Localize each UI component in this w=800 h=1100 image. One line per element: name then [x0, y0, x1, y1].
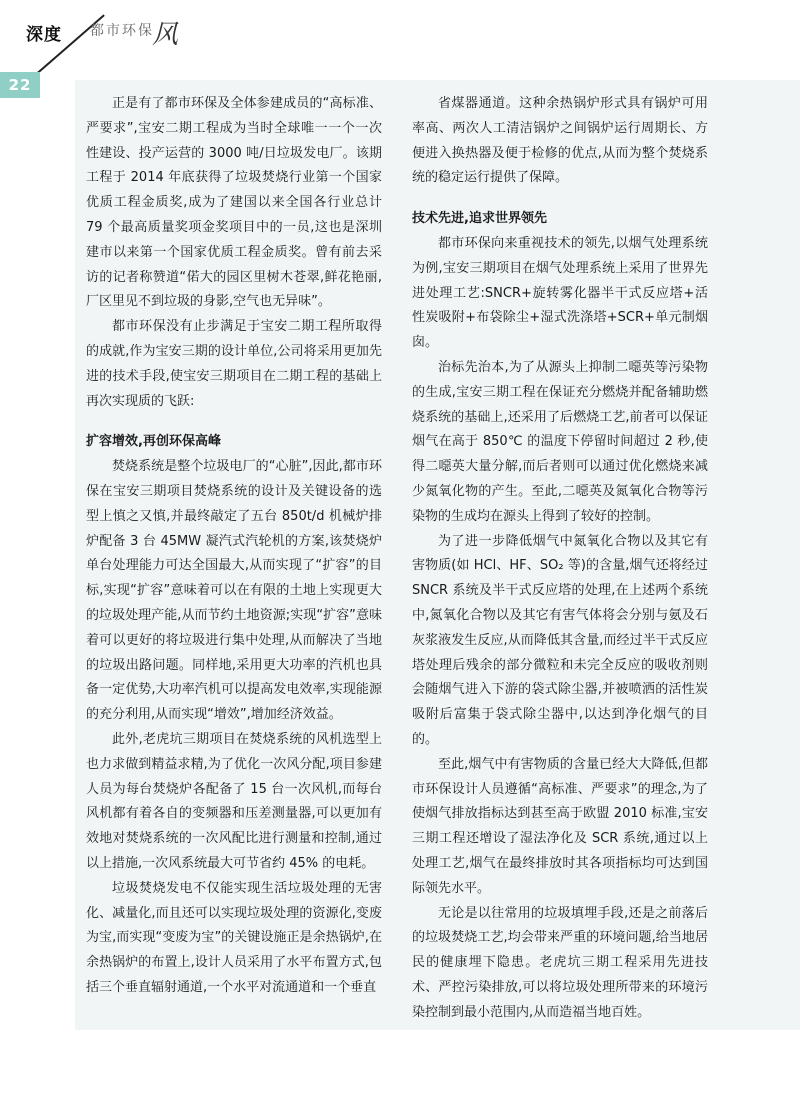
magazine-title: 都市环保	[90, 23, 154, 39]
section-heading: 技术先进,追求世界领先	[412, 211, 547, 227]
magazine-logo-mark: 风	[152, 20, 179, 50]
section-label: 深度	[26, 25, 62, 45]
article-column-left	[86, 92, 382, 1001]
body-paragraph: 为了进一步降低烟气中氮氧化合物以及其它有害物质(如 HCl、HF、SO₂ 等)的含量,烟气还将经过 SNCR 系统及半干式反应塔的处理,在上述两个系统中,氮氧化合物以及其它有害气体将会分别与氨及石灰浆液发生反应,从而降低其含量,而经过半干式反应塔处理后残余的部分微粒和未完全反应的吸收剂则会随烟气进入下游的袋式除尘器,并被喷洒的活性炭吸附后富集于袋式除尘器中,以达到净化烟气的目的。	[412, 533, 708, 747]
article-column-right	[412, 92, 708, 1025]
section-heading: 扩容增效,再创环保高峰	[86, 434, 221, 450]
body-paragraph: 无论是以往常用的垃圾填埋手段,还是之前落后的垃圾焚烧工艺,均会带来严重的环境问题,给当地居民的健康埋下隐患。老虎坑三期工程采用先进技术、严控污染排放,可以将垃圾处理所带来的环境污染控制到最小范围内,从而造福当地百姓。	[412, 905, 708, 1020]
body-paragraph: 此外,老虎坑三期项目在焚烧系统的风机选型上也力求做到精益求精,为了优化一次风分配,项目参建人员为每台焚烧炉各配备了 15 台一次风机,而每台风机都有着各自的变频器和压差测量器,可以更加有效地对焚烧系统的一次风配比进行测量和控制,通过以上措施,一次风系统最大可节省约 45% 的电耗。	[86, 731, 382, 871]
body-paragraph: 治标先治本,为了从源头上抑制二噁英等污染物的生成,宝安三期工程在保证充分燃烧并配备辅助燃烧系统的基础上,还采用了后燃烧工艺,前者可以保证烟气在高于 850℃ 的温度下停留时间超过 2 秒,使得二噁英大量分解,而后者则可以通过优化燃烧来减少氮氧化物的产生。至此,二噁英及氮氧化合物等污染物的生成均在源头上得到了较好的控制。	[412, 359, 708, 524]
body-paragraph: 都市环保向来重视技术的领先,以烟气处理系统为例,宝安三期项目在烟气处理系统上采用了世界先进处理工艺:SNCR+旋转雾化器半干式反应塔+活性炭吸附+布袋除尘+湿式洗涤塔+SCR+单元制烟囱。	[412, 235, 708, 351]
body-paragraph: 至此,烟气中有害物质的含量已经大大降低,但都市环保设计人员遵循“高标准、严要求”的理念,为了使烟气排放指标达到甚至高于欧盟 2010 标准,宝安三期工程还增设了湿法净化及 SCR 系统,通过以上处理工艺,烟气在最终排放时其各项指标均可达到国际领先水平。	[412, 756, 708, 896]
body-paragraph: 都市环保没有止步满足于宝安二期工程所取得的成就,作为宝安三期的设计单位,公司将采用更加先进的技术手段,使宝安三期项目在二期工程的基础上再次实现质的飞跃:	[86, 319, 382, 409]
body-paragraph: 垃圾焚烧发电不仅能实现生活垃圾处理的无害化、减量化,而且还可以实现垃圾处理的资源化,变废为宝,而实现“变废为宝”的关键设施正是余热锅炉,在余热锅炉的布置上,设计人员采用了水平布置方式,包括三个垂直辐射通道,一个水平对流通道和一个垂直	[86, 880, 382, 995]
body-paragraph: 省煤器通道。这种余热锅炉形式具有锅炉可用率高、两次人工清洁锅炉之间锅炉运行周期长、方便进入换热器及便于检修的优点,从而为整个焚烧系统的稳定运行提供了保障。	[412, 96, 708, 186]
page-header	[0, 0, 800, 80]
body-paragraph: 正是有了都市环保及全体参建成员的“高标准、严要求”,宝安二期工程成为当时全球唯一一个一次性建设、投产运营的 3000 吨/日垃圾发电厂。该期工程于 2014 年底获得了垃圾焚烧行业第一个国家优质工程金质奖,成为了建国以来全国各行业总计 79 个最高质量奖项金奖项目中的一员,这也是深圳建市以来第一个国家优质工程金质奖。曾有前去采访的记者称赞道“偌大的园区里树木苍翠,鲜花艳丽,厂区里见不到垃圾的身影,空气也无异味”。	[86, 96, 382, 310]
body-paragraph: 焚烧系统是整个垃圾电厂的“心脏”,因此,都市环保在宝安三期项目焚烧系统的设计及关键设备的选型上慎之又慎,并最终敲定了五台 850t/d 机械炉排炉配备 3 台 45MW 凝汽式汽轮机的方案,该焚烧炉单台处理能力可达全国最大,从而实现了“扩容”的目标,实现“扩容”意味着可以在有限的土地上实现更大的垃圾处理产能,从而节约土地资源;实现“扩容”意味着可以更好的将垃圾进行集中处理,从而解决了当地的垃圾出路问题。同样地,采用更大功率的汽机也具备一定优势,大功率汽机可以提高发电效率,实现能源的充分利用,从而实现“增效”,增加经济效益。	[86, 459, 382, 723]
page-number: 22	[0, 72, 40, 98]
